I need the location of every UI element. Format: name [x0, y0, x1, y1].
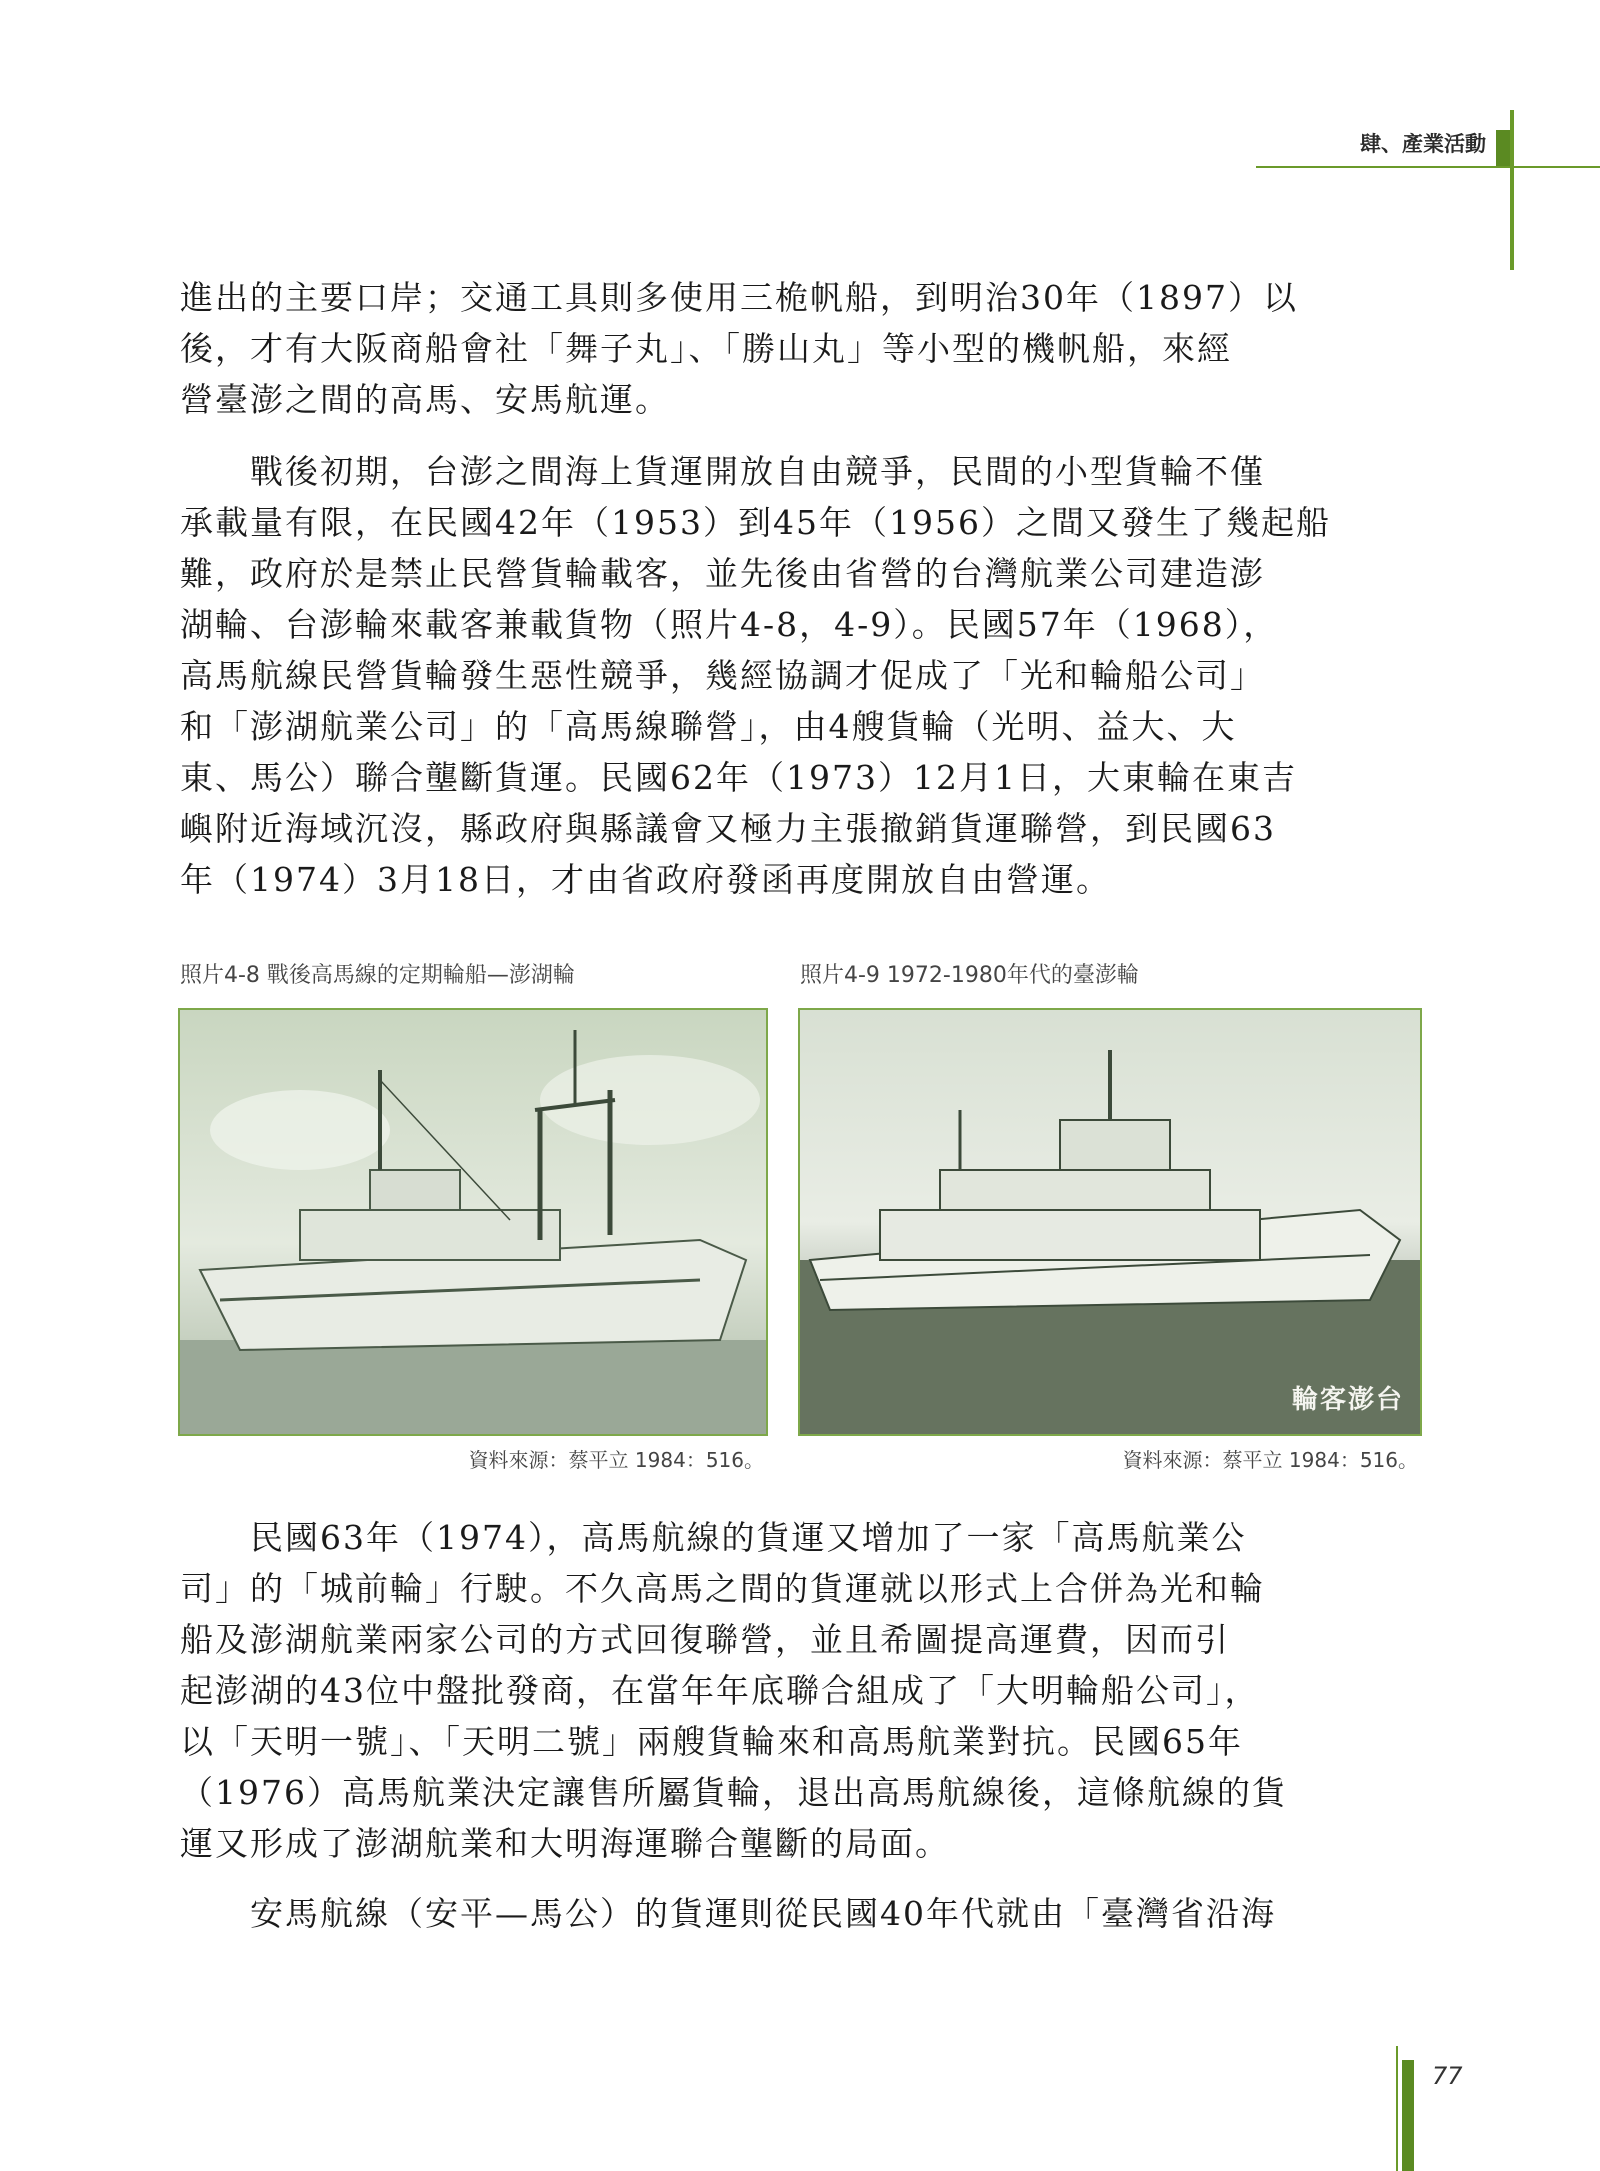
- text-line: 承載量有限，在民國42年（1953）到45年（1956）之間又發生了幾起船: [180, 503, 1331, 542]
- header-vertical-bar: [1510, 110, 1514, 270]
- text-line: 營臺澎之間的高馬、安馬航運。: [180, 380, 670, 419]
- text-line: 後，才有大阪商船會社「舞子丸」、「勝山丸」等小型的機帆船，來經: [180, 329, 1232, 368]
- ship-photo-taipeng: [798, 1008, 1422, 1436]
- page-number: 77: [1432, 2062, 1463, 2090]
- text-line: 船及澎湖航業兩家公司的方式回復聯營，並且希圖提高運費，因而引: [180, 1620, 1230, 1659]
- photo-caption: 照片4-9 1972-1980年代的臺澎輪: [800, 963, 1139, 988]
- text-line: 進出的主要口岸；交通工具則多使用三桅帆船，到明治30年（1897）以: [180, 278, 1298, 317]
- text-line: 司」的「城前輪」行駛。不久高馬之間的貨運就以形式上合併為光和輪: [180, 1569, 1265, 1608]
- text-line: 起澎湖的43位中盤批發商，在當年年底聯合組成了「大明輪船公司」，: [180, 1671, 1260, 1710]
- text-line: 民國63年（1974），高馬航線的貨運又增加了一家「高馬航業公: [180, 1518, 1247, 1557]
- text-line: 安馬航線（安平—馬公）的貨運則從民國40年代就由「臺灣省沿海: [180, 1894, 1276, 1933]
- paragraph-3: [180, 1512, 1420, 1869]
- text-line: 嶼附近海域沉沒，縣政府與縣議會又極力主張撤銷貨運聯營，到民國63: [180, 809, 1276, 848]
- text-line: 高馬航線民營貨輪發生惡性競爭，幾經協調才促成了「光和輪船公司」: [180, 656, 1265, 695]
- text-line: 東、馬公）聯合壟斷貨運。民國62年（1973）12月1日，大東輪在東吉: [180, 758, 1297, 797]
- header-rule: [1256, 166, 1600, 168]
- photo-caption: 照片4-8 戰後高馬線的定期輪船—澎湖輪: [180, 963, 575, 988]
- photo-source: 資料來源：蔡平立 1984：516。: [468, 1448, 764, 1472]
- text-line: （1976）高馬航業決定讓售所屬貨輪，退出高馬航線後，這條航線的貨: [180, 1773, 1287, 1812]
- chapter-title: 肆、產業活動: [1360, 132, 1486, 156]
- text-line: 戰後初期，台澎之間海上貨運開放自由競爭，民間的小型貨輪不僅: [180, 452, 1265, 491]
- ship-photo-penghu: [178, 1008, 768, 1436]
- paragraph-2: [180, 446, 1420, 905]
- footer-accent-bar: [1402, 2060, 1414, 2171]
- paragraph-4: [180, 1888, 1420, 1939]
- photo-overlay-text: 輪客澎台: [1291, 1385, 1404, 1415]
- photo-source: 資料來源：蔡平立 1984：516。: [1122, 1448, 1418, 1472]
- text-line: 和「澎湖航業公司」的「高馬線聯營」，由4艘貨輪（光明、益大、大: [180, 707, 1237, 746]
- text-line: 以「天明一號」、「天明二號」兩艘貨輪來和高馬航業對抗。民國65年: [180, 1722, 1243, 1761]
- footer-rule: [1396, 2046, 1398, 2171]
- header-accent-block: [1496, 130, 1510, 166]
- text-line: 難，政府於是禁止民營貨輪載客，並先後由省營的台灣航業公司建造澎: [180, 554, 1265, 593]
- text-line: 運又形成了澎湖航業和大明海運聯合壟斷的局面。: [180, 1824, 950, 1863]
- text-line: 年（1974）3月18日，才由省政府發函再度開放自由營運。: [180, 860, 1111, 899]
- paragraph-1: [180, 272, 1420, 425]
- text-line: 湖輪、台澎輪來載客兼載貨物（照片4-8，4-9）。民國57年（1968），: [180, 605, 1279, 644]
